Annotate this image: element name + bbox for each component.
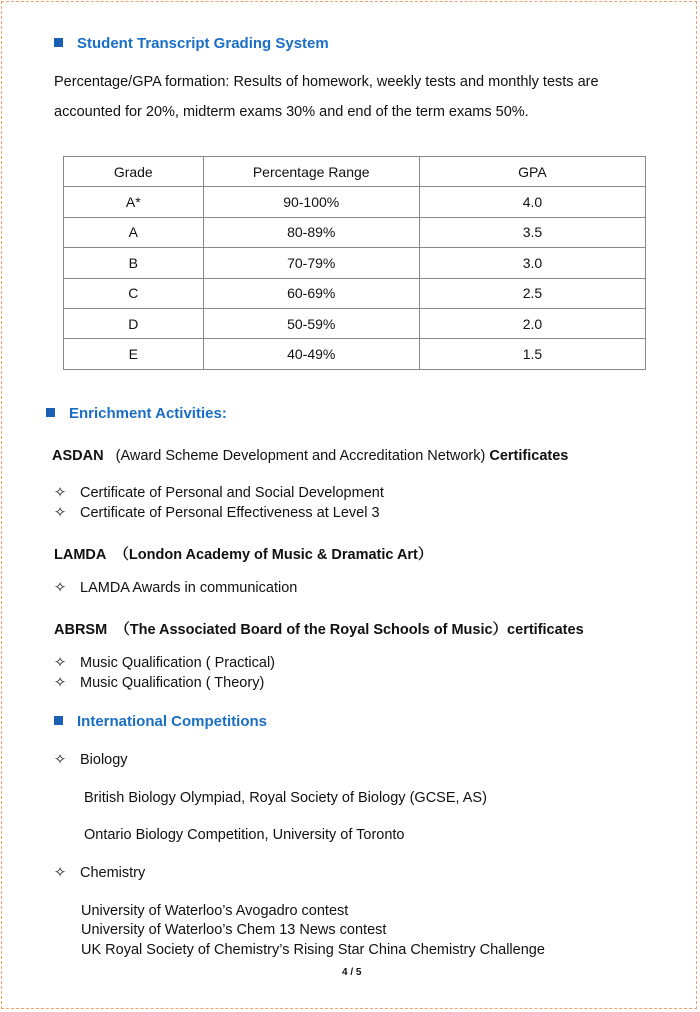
grading-heading-text: Student Transcript Grading System [77, 35, 329, 52]
table-header-grade: Grade [64, 157, 204, 187]
asdan-name: ASDAN [52, 448, 104, 464]
list-item [54, 655, 275, 671]
table-cell-gpa: 3.0 [419, 248, 645, 278]
table-cell-gpa: 4.0 [419, 187, 645, 217]
square-bullet-icon [54, 716, 63, 725]
square-bullet-icon [54, 38, 63, 47]
list-item [54, 580, 297, 596]
list-item-text: Certificate of Personal and Social Development [80, 485, 384, 501]
chemistry-item: UK Royal Society of Chemistry’s Rising Star China Chemistry Challenge [81, 942, 545, 958]
biology-item: Ontario Biology Competition, University of Toronto [84, 827, 405, 843]
table-cell-percentage: 80-89% [203, 217, 419, 247]
list-item-text: LAMDA Awards in communication [80, 580, 298, 596]
table-header-gpa: GPA [419, 157, 645, 187]
table-cell-percentage: 60-69% [203, 278, 419, 308]
table-cell-percentage: 40-49% [203, 339, 419, 369]
list-item-text: Certificate of Personal Effectiveness at Level 3 [80, 505, 380, 521]
list-item [54, 485, 384, 501]
biology-label: Biology [80, 752, 128, 768]
diamond-bullet-icon: ✧ [54, 505, 67, 521]
square-bullet-icon [46, 408, 55, 417]
grading-paragraph-line-2: accounted for 20%, midterm exams 30% and end of the term exams 50%. [54, 104, 529, 120]
table-cell-grade: A [64, 217, 204, 247]
table-cell-gpa: 1.5 [419, 339, 645, 369]
abrsm-line [54, 618, 584, 639]
table-cell-percentage: 70-79% [203, 248, 419, 278]
table-row [64, 187, 646, 217]
asdan-suffix: Certificates [489, 448, 569, 464]
competitions-heading [54, 713, 267, 730]
table-row [64, 248, 646, 278]
biology-item: British Biology Olympiad, Royal Society of Biology (GCSE, AS) [84, 790, 487, 806]
grading-table [63, 156, 646, 370]
lamda-full-name: （London Academy of Music & Dramatic Art） [114, 547, 433, 563]
page-number: 4 / 5 [342, 967, 362, 978]
list-item [54, 752, 128, 768]
table-cell-grade: B [64, 248, 204, 278]
enrichment-heading-text: Enrichment Activities: [69, 405, 227, 422]
asdan-line [52, 448, 568, 464]
asdan-full-name: (Award Scheme Development and Accreditation Network) [115, 448, 486, 464]
abrsm-name: ABRSM [54, 622, 108, 638]
chemistry-item: University of Waterloo’s Chem 13 News contest [81, 922, 387, 938]
chemistry-item: University of Waterloo’s Avogadro contest [81, 903, 349, 919]
diamond-bullet-icon: ✧ [54, 485, 67, 501]
lamda-name: LAMDA [54, 547, 107, 563]
list-item [54, 505, 380, 521]
table-cell-grade: E [64, 339, 204, 369]
table-row [64, 278, 646, 308]
diamond-bullet-icon: ✧ [54, 580, 67, 596]
diamond-bullet-icon: ✧ [54, 752, 67, 768]
table-cell-grade: A* [64, 187, 204, 217]
diamond-bullet-icon: ✧ [54, 865, 67, 881]
table-header-row [64, 157, 646, 187]
table-row [64, 217, 646, 247]
diamond-bullet-icon: ✧ [54, 675, 67, 691]
table-row [64, 308, 646, 338]
document-page [1, 1, 697, 1009]
abrsm-full-name: （The Associated Board of the Royal Schools of Music）certificates [115, 622, 584, 638]
list-item [54, 675, 264, 691]
table-cell-percentage: 90-100% [203, 187, 419, 217]
grading-paragraph-line-1: Percentage/GPA formation: Results of homework, weekly tests and monthly tests are [54, 74, 599, 90]
list-item-text: Music Qualification ( Practical) [80, 655, 275, 671]
table-cell-gpa: 2.0 [419, 308, 645, 338]
table-cell-grade: D [64, 308, 204, 338]
diamond-bullet-icon: ✧ [54, 655, 67, 671]
table-cell-percentage: 50-59% [203, 308, 419, 338]
table-cell-gpa: 3.5 [419, 217, 645, 247]
list-item-text: Music Qualification ( Theory) [80, 675, 265, 691]
grading-heading [54, 35, 329, 52]
table-header-percentage: Percentage Range [203, 157, 419, 187]
chemistry-label: Chemistry [80, 865, 146, 881]
grading-paragraph [54, 67, 658, 157]
table-row [64, 339, 646, 369]
lamda-line [54, 543, 432, 564]
enrichment-heading [46, 405, 227, 422]
table-cell-gpa: 2.5 [419, 278, 645, 308]
table-cell-grade: C [64, 278, 204, 308]
competitions-heading-text: International Competitions [77, 713, 268, 730]
list-item [54, 865, 145, 881]
